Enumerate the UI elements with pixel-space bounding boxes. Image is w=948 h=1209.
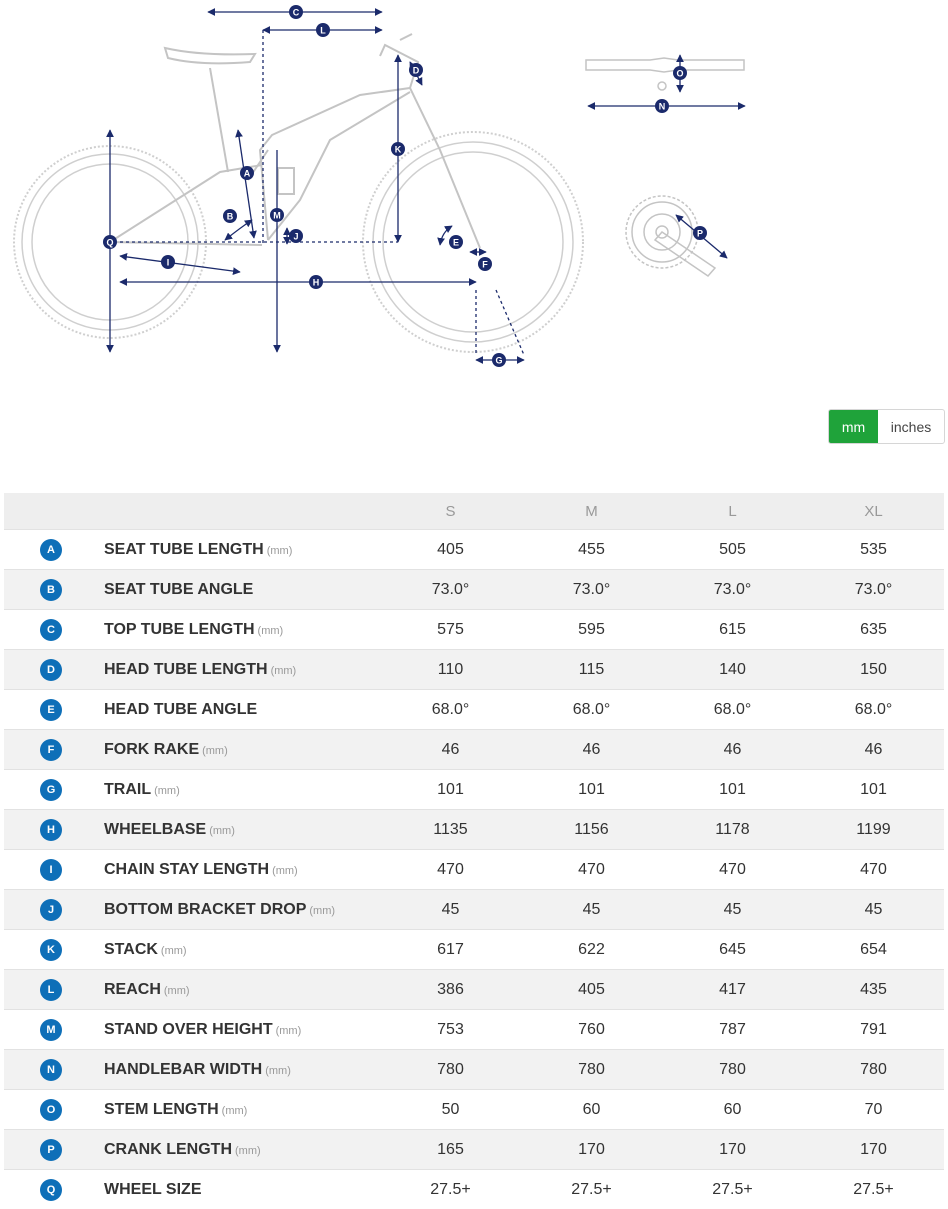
size-column-header: S [380,493,521,530]
measurement-value: 27.5+ [521,1170,662,1209]
row-marker-cell [4,1130,98,1170]
diagram-marker-n [655,99,669,113]
table-row [4,1090,944,1130]
measurement-value: 170 [521,1130,662,1170]
measurement-value: 68.0° [662,690,803,730]
measurement-value: 45 [803,890,944,930]
measurement-label-cell [98,1010,380,1050]
measurement-value: 535 [803,530,944,570]
measurement-value: 654 [803,930,944,970]
measurement-label-cell [98,690,380,730]
svg-text:P: P [697,229,703,239]
measurement-value: 27.5+ [380,1170,521,1209]
measurement-unit: (mm) [154,785,180,797]
diagram-marker-i [161,255,175,269]
svg-text:F: F [482,260,488,270]
svg-text:A: A [244,169,251,179]
row-marker-badge: C [40,619,62,641]
measurement-value: 115 [521,650,662,690]
measurement-value: 101 [803,770,944,810]
svg-text:D: D [413,66,420,76]
diagram-marker-b [223,209,237,223]
measurement-unit: (mm) [222,1105,248,1117]
measurement-value: 101 [380,770,521,810]
measurement-unit: (mm) [267,545,293,557]
measurement-value: 615 [662,610,803,650]
measurement-value: 470 [803,850,944,890]
measurement-unit: (mm) [271,665,297,677]
diagram-marker-a [240,166,254,180]
diagram-marker-l [316,23,330,37]
measurement-value: 405 [521,970,662,1010]
svg-text:Q: Q [106,238,113,248]
measurement-label-cell [98,1130,380,1170]
row-marker-cell [4,530,98,570]
row-marker-badge: F [40,739,62,761]
svg-text:J: J [293,232,298,242]
diagram-marker-o [673,66,687,80]
measurement-value: 140 [662,650,803,690]
measurement-value: 50 [380,1090,521,1130]
row-marker-badge: M [40,1019,62,1041]
size-column-header: XL [803,493,944,530]
measurement-value: 470 [521,850,662,890]
measurement-label-cell [98,530,380,570]
measurement-unit: (mm) [161,945,187,957]
measurement-value: 73.0° [662,570,803,610]
measurement-value: 455 [521,530,662,570]
row-marker-cell [4,1090,98,1130]
svg-text:G: G [495,356,502,366]
table-row [4,770,944,810]
measurement-value: 45 [521,890,662,930]
measurement-label: TOP TUBE LENGTH [104,621,255,638]
row-marker-cell [4,810,98,850]
row-marker-badge: K [40,939,62,961]
row-marker-cell [4,650,98,690]
measurement-unit: (mm) [309,905,335,917]
measurement-value: 635 [803,610,944,650]
measurement-value: 780 [803,1050,944,1090]
diagram-marker-d [409,63,423,77]
measurement-label: CRANK LENGTH [104,1141,232,1158]
measurement-value: 101 [662,770,803,810]
measurement-label: STACK [104,941,158,958]
measurement-label: HEAD TUBE LENGTH [104,661,268,678]
diagram-marker-k [391,142,405,156]
table-row [4,690,944,730]
measurement-label: WHEELBASE [104,821,206,838]
table-row [4,970,944,1010]
row-marker-cell [4,1050,98,1090]
measurement-value: 27.5+ [803,1170,944,1209]
measurement-label-cell [98,930,380,970]
measurement-value: 1156 [521,810,662,850]
measurement-label: CHAIN STAY LENGTH [104,861,269,878]
measurement-value: 753 [380,1010,521,1050]
dimension-lines [110,12,524,360]
geometry-table [4,493,944,1209]
measurement-value: 27.5+ [662,1170,803,1209]
measurement-value: 68.0° [380,690,521,730]
measurement-value: 70 [803,1090,944,1130]
table-row [4,1010,944,1050]
measurement-label: SEAT TUBE LENGTH [104,541,264,558]
frame [110,34,480,248]
measurement-label: TRAIL [104,781,151,798]
size-column-header: M [521,493,662,530]
row-marker-badge: P [40,1139,62,1161]
measurement-value: 68.0° [803,690,944,730]
diagram-marker-c [289,5,303,19]
diagram-marker-p [693,226,707,240]
measurement-label-cell [98,730,380,770]
measurement-value: 170 [662,1130,803,1170]
measurement-unit: (mm) [202,745,228,757]
measurement-value: 787 [662,1010,803,1050]
measurement-unit: (mm) [235,1145,261,1157]
measurement-label: BOTTOM BRACKET DROP [104,901,306,918]
measurement-label-cell [98,1090,380,1130]
measurement-unit: (mm) [272,865,298,877]
row-marker-cell [4,890,98,930]
measurement-value: 110 [380,650,521,690]
diagram-marker-j [289,229,303,243]
diagram-marker-g [492,353,506,367]
unit-toggle[interactable] [828,409,945,444]
table-header-row [4,493,944,530]
svg-text:B: B [227,212,234,222]
diagram-marker-q [103,235,117,249]
measurement-label-cell [98,770,380,810]
row-marker-badge: Q [40,1179,62,1201]
diagram-marker-e [449,235,463,249]
table-row [4,730,944,770]
measurement-value: 73.0° [380,570,521,610]
measurement-value: 386 [380,970,521,1010]
table-row [4,530,944,570]
measurement-label-cell [98,610,380,650]
measurement-value: 45 [662,890,803,930]
row-marker-cell [4,970,98,1010]
measurement-value: 791 [803,1010,944,1050]
measurement-label: REACH [104,981,161,998]
measurement-label: SEAT TUBE ANGLE [104,581,253,598]
table-row [4,570,944,610]
row-marker-badge: J [40,899,62,921]
measurement-label-cell [98,1170,380,1209]
measurement-unit: (mm) [258,625,284,637]
measurement-value: 73.0° [803,570,944,610]
measurement-label-cell [98,850,380,890]
row-marker-badge: B [40,579,62,601]
header-badge-col [4,493,98,530]
table-row [4,1170,944,1209]
measurement-label: FORK RAKE [104,741,199,758]
measurement-value: 470 [380,850,521,890]
table-row [4,930,944,970]
row-marker-badge: A [40,539,62,561]
row-marker-cell [4,690,98,730]
measurement-label-cell [98,1050,380,1090]
measurement-value: 505 [662,530,803,570]
measurement-value: 45 [380,890,521,930]
measurement-value: 595 [521,610,662,650]
row-marker-badge: H [40,819,62,841]
measurement-value: 405 [380,530,521,570]
svg-text:H: H [313,278,320,288]
measurement-label: HEAD TUBE ANGLE [104,701,257,718]
measurement-value: 170 [803,1130,944,1170]
measurement-label-cell [98,890,380,930]
measurement-value: 780 [521,1050,662,1090]
diagram-marker-h [309,275,323,289]
measurement-value: 165 [380,1130,521,1170]
handlebar-detail [586,55,745,106]
measurement-unit: (mm) [276,1025,302,1037]
measurement-label: STAND OVER HEIGHT [104,1021,273,1038]
inches-unit-button[interactable]: inches [878,410,944,443]
measurement-value: 60 [521,1090,662,1130]
measurement-label-cell [98,650,380,690]
crankset-detail [626,196,727,276]
table-row [4,1050,944,1090]
row-marker-badge: D [40,659,62,681]
measurement-value: 46 [662,730,803,770]
measurement-unit: (mm) [164,985,190,997]
measurement-value: 46 [380,730,521,770]
table-row [4,650,944,690]
row-marker-cell [4,930,98,970]
measurement-value: 645 [662,930,803,970]
measurement-label: WHEEL SIZE [104,1181,202,1198]
svg-text:N: N [659,102,666,112]
measurement-value: 780 [662,1050,803,1090]
row-marker-badge: G [40,779,62,801]
svg-text:L: L [320,26,326,36]
size-column-header: L [662,493,803,530]
measurement-value: 101 [521,770,662,810]
bike-geometry-illustration [0,0,948,400]
measurement-label-cell [98,970,380,1010]
table-row [4,610,944,650]
measurement-value: 60 [662,1090,803,1130]
measurement-label-cell [98,810,380,850]
row-marker-badge: O [40,1099,62,1121]
row-marker-badge: L [40,979,62,1001]
diagram-marker-f [478,257,492,271]
measurement-value: 470 [662,850,803,890]
row-marker-cell [4,1170,98,1209]
measurement-value: 46 [521,730,662,770]
measurement-value: 760 [521,1010,662,1050]
svg-text:I: I [167,258,170,268]
row-marker-cell [4,1010,98,1050]
measurement-value: 1135 [380,810,521,850]
measurement-unit: (mm) [265,1065,291,1077]
measurement-value: 73.0° [521,570,662,610]
row-marker-cell [4,770,98,810]
svg-text:K: K [395,145,402,155]
measurement-value: 1199 [803,810,944,850]
mm-unit-button[interactable]: mm [829,410,878,443]
row-marker-badge: E [40,699,62,721]
svg-text:E: E [453,238,459,248]
row-marker-cell [4,610,98,650]
table-row [4,810,944,850]
table-row [4,1130,944,1170]
row-marker-cell [4,730,98,770]
measurement-value: 435 [803,970,944,1010]
measurement-label: HANDLEBAR WIDTH [104,1061,262,1078]
svg-text:C: C [293,8,300,18]
measurement-value: 150 [803,650,944,690]
row-marker-cell [4,850,98,890]
measurement-value: 68.0° [521,690,662,730]
measurement-value: 780 [380,1050,521,1090]
diagram-marker-m [270,208,284,222]
svg-text:O: O [676,69,683,79]
measurement-value: 622 [521,930,662,970]
measurement-label-cell [98,570,380,610]
measurement-value: 46 [803,730,944,770]
row-marker-badge: N [40,1059,62,1081]
svg-text:M: M [273,211,281,221]
geometry-diagram [0,0,948,400]
table-row [4,850,944,890]
row-marker-cell [4,570,98,610]
table-row [4,890,944,930]
measurement-value: 417 [662,970,803,1010]
measurement-value: 617 [380,930,521,970]
measurement-value: 575 [380,610,521,650]
measurement-unit: (mm) [209,825,235,837]
header-label-col [98,493,380,530]
measurement-label: STEM LENGTH [104,1101,219,1118]
measurement-value: 1178 [662,810,803,850]
row-marker-badge: I [40,859,62,881]
